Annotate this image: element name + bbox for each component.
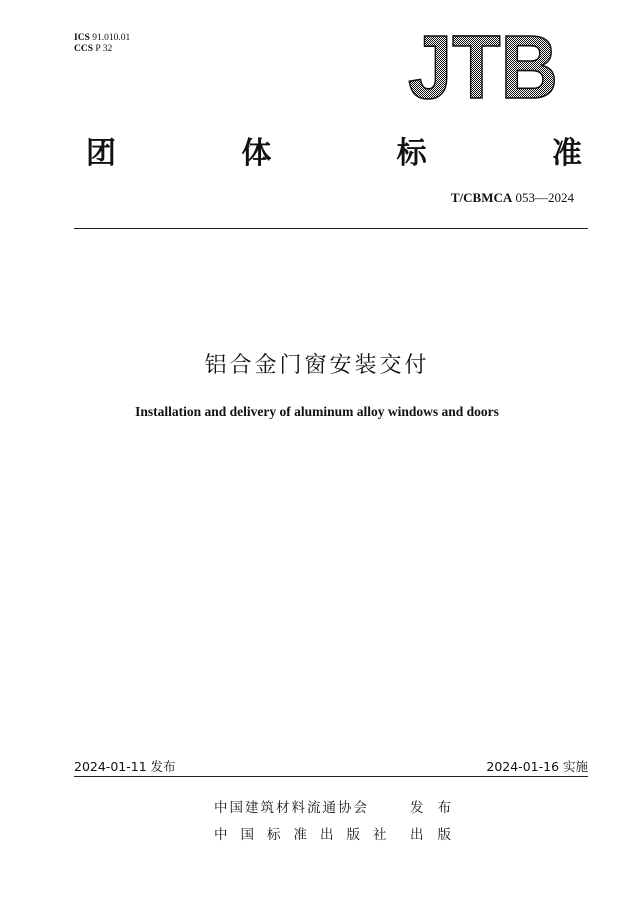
standard-series: T/CBMCA: [450, 190, 513, 205]
standard-type-char: 体: [241, 136, 272, 171]
ccs-code: P 32: [95, 44, 113, 54]
standard-type-char: 标: [396, 136, 427, 171]
jtb-logo: [404, 30, 562, 102]
logo-text: JTB: [408, 30, 558, 102]
printer-role: 出版: [410, 827, 465, 843]
ccs-label: CCS: [74, 44, 94, 54]
publisher-role: 发布: [410, 800, 465, 816]
document-title-en: Installation and delivery of aluminum alloy windows and doors: [135, 404, 499, 419]
printer-row: [214, 823, 465, 843]
standard-type-heading: [86, 128, 582, 171]
classification-codes: [74, 33, 130, 55]
issue-date: 2024-01-11 发布: [74, 759, 176, 774]
ics-line: [74, 33, 130, 44]
footer-divider: [74, 776, 588, 777]
standard-number-value: 053—2024: [515, 190, 574, 205]
printer-org: 中国标准出版社: [214, 827, 400, 843]
publisher-org: 中国建筑材料流通协会: [214, 800, 369, 816]
ics-code: 91.010.01: [92, 33, 131, 43]
ics-label: ICS: [74, 33, 90, 43]
ccs-line: [74, 44, 130, 55]
standard-type-char: 准: [551, 136, 582, 171]
header-divider: [74, 228, 588, 229]
document-title-zh: 铝合金门窗安装交付: [204, 353, 430, 378]
standard-number: [451, 190, 574, 206]
implementation-date: 2024-01-16 实施: [486, 759, 588, 774]
standard-type-char: 团: [86, 136, 116, 171]
publisher-row: [214, 796, 465, 816]
